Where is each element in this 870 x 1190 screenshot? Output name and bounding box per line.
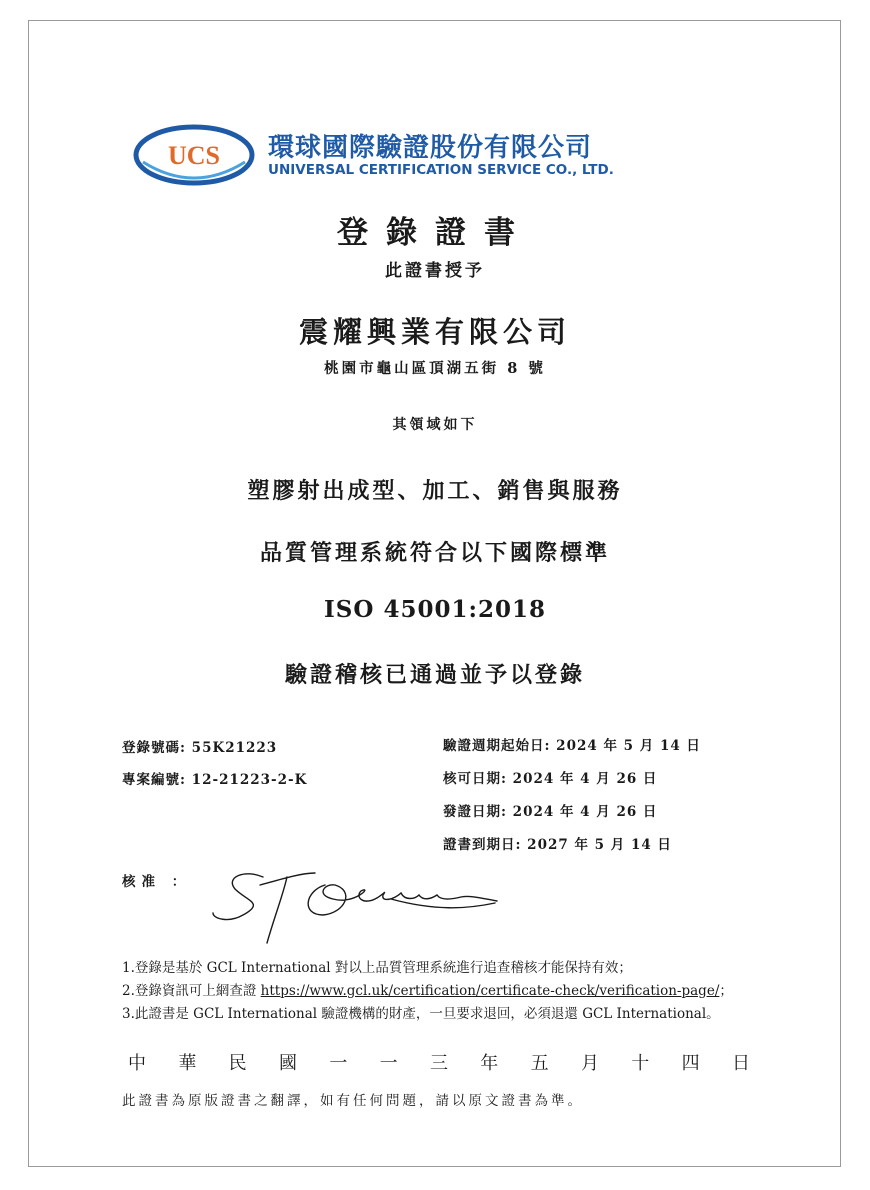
date-char: 民 — [228, 1053, 247, 1074]
scope-text: 塑膠射出成型、加工、銷售與服務 — [247, 478, 623, 504]
expiry-date: 證書到期日: 2027 年 5 月 14 日 — [443, 837, 672, 853]
date-char: 華 — [178, 1053, 197, 1074]
system-statement: 品質管理系統符合以下國際標準 — [259, 540, 610, 566]
date-char: 國 — [278, 1053, 297, 1074]
verification-link[interactable]: https://www.gcl.uk/certification/certificate-check/verification-page/ — [260, 983, 720, 999]
registration-number: 登錄號碼: 55K21223 — [122, 740, 278, 756]
date-char: 一 — [379, 1053, 398, 1074]
ucs-logo — [133, 124, 255, 186]
project-number: 專案編號: 12-21223-2-K — [122, 772, 308, 788]
certificate-title: 登錄證書 — [337, 215, 533, 251]
date-char: 一 — [329, 1053, 348, 1074]
date-char: 十 — [631, 1053, 650, 1074]
issue-date-roc — [128, 1049, 750, 1075]
approval-date: 核可日期: 2024 年 4 月 26 日 — [443, 771, 658, 787]
translation-disclaimer: 此證書為原版證書之翻譯，如有任何問題，請以原文證書為準。 — [122, 1093, 584, 1109]
logo-text: UCS — [167, 141, 221, 170]
date-char: 五 — [530, 1053, 549, 1074]
company-name-en: UNIVERSAL CERTIFICATION SERVICE CO., LTD. — [268, 162, 614, 178]
issue-date: 發證日期: 2024 年 4 月 26 日 — [443, 804, 658, 820]
cycle-start-date: 驗證週期起始日: 2024 年 5 月 14 日 — [443, 738, 701, 754]
granted-to-label: 此證書授予 — [385, 261, 485, 281]
date-char: 年 — [480, 1053, 499, 1074]
scope-label: 其領域如下 — [392, 417, 478, 433]
note-1: 1.登錄是基於 GCL International 對以上品質管理系統進行追查稽核才能保持有效； — [122, 960, 632, 976]
notes — [122, 957, 733, 1026]
date-char: 四 — [681, 1053, 700, 1074]
note-2-prefix: 2.登錄資訊可上網查證 — [122, 983, 261, 999]
organization-address: 桃園市龜山區頂湖五街 8 號 — [324, 360, 546, 377]
company-name-zh: 環球國際驗證股份有限公司 — [268, 133, 593, 163]
date-char: 日 — [731, 1053, 750, 1074]
note-2-suffix: ； — [719, 983, 733, 999]
date-char: 月 — [580, 1053, 599, 1074]
approval-label: 核准 ： — [122, 874, 192, 890]
signature — [205, 855, 515, 950]
standard-name: ISO 45001:2018 — [324, 596, 546, 623]
date-char: 中 — [128, 1053, 146, 1074]
note-2 — [122, 980, 733, 1003]
date-char: 三 — [429, 1053, 448, 1074]
passed-statement: 驗證稽核已通過並予以登錄 — [284, 662, 585, 688]
note-3: 3.此證書是 GCL International 驗證機構的財產，一旦要求退回，必須退還 GCL International。 — [122, 1006, 720, 1022]
organization-name: 震耀興業有限公司 — [298, 315, 571, 349]
